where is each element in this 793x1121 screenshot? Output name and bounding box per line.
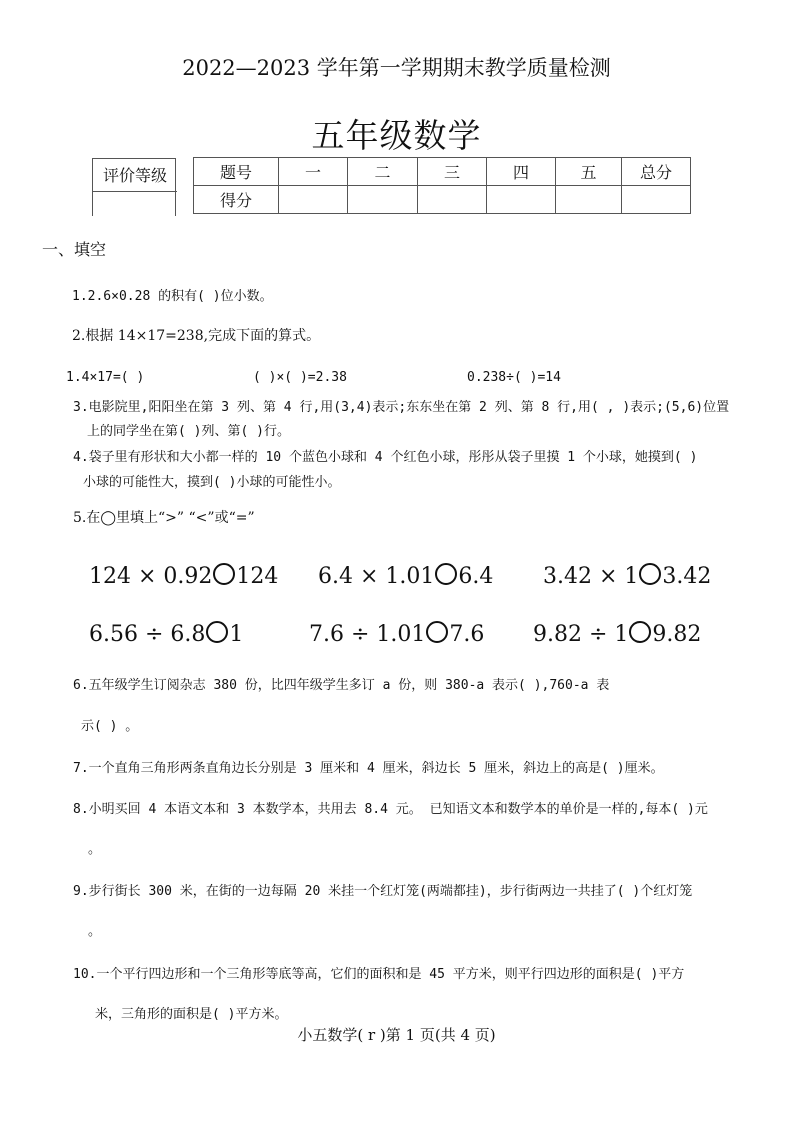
compare-left: 124 × 0.92 (89, 564, 213, 589)
exam-subtitle: 五年级数学 (311, 116, 482, 155)
score-table (193, 157, 691, 214)
score-header-cell: 四 (487, 158, 556, 186)
score-table-score-row (194, 186, 691, 214)
compare-left: 9.82 ÷ 1 (533, 622, 629, 647)
question-7: 7.一个直角三角形两条直角边长分别是 3 厘米和 4 厘米，斜边长 5 厘米，斜边上的高是( )厘米。 (73, 761, 664, 776)
score-header-cell: 一 (279, 158, 348, 186)
score-cell-1[interactable] (279, 186, 348, 214)
score-cell-5[interactable] (556, 186, 622, 214)
compare-circle[interactable] (639, 563, 661, 585)
question-2: 2.根据 14×17=238,完成下面的算式。 (72, 328, 321, 344)
compare-right: 6.4 (458, 564, 494, 589)
compare-right: 1 (229, 622, 244, 647)
score-cell-4[interactable] (487, 186, 556, 214)
question-4-line1: 4.袋子里有形状和大小都一样的 10 个蓝色小球和 4 个红色小球，彤彤从袋子里摸 1 个小球，她摸到( ) (73, 450, 698, 465)
question-3-line2: 上的同学坐在第( )列、第( )行。 (87, 424, 290, 439)
compare-circle[interactable] (206, 621, 228, 643)
question-6-line2: 示( ) 。 (81, 719, 139, 734)
compare-item-3 (543, 563, 711, 589)
score-cell-3[interactable] (418, 186, 487, 214)
score-row-label: 得分 (194, 186, 279, 214)
exam-title: 2022—2023 学年第一学期期末教学质量检测 (182, 56, 611, 80)
compare-left: 3.42 × 1 (543, 564, 639, 589)
question-4-line2: 小球的可能性大，摸到( )小球的可能性小。 (83, 475, 341, 490)
question-10-line1: 10.一个平行四边形和一个三角形等底等高，它们的面积和是 45 平方米，则平行四边形的面积是( )平方 (73, 967, 685, 982)
score-header-cell: 总分 (622, 158, 691, 186)
compare-right: 124 (236, 564, 279, 589)
evaluation-box (92, 158, 176, 216)
compare-right: 9.82 (652, 622, 702, 647)
compare-right: 7.6 (449, 622, 485, 647)
question-5: 5.在◯里填上“>” “<”或“=” (73, 510, 255, 526)
compare-item-6 (533, 621, 701, 647)
score-header-cell: 三 (418, 158, 487, 186)
question-6-line1: 6.五年级学生订阅杂志 380 份，比四年级学生多订 a 份，则 380-a 表示( ),760-a 表 (73, 678, 610, 693)
question-2c: 0.238÷( )=14 (467, 370, 561, 385)
compare-circle[interactable] (426, 621, 448, 643)
compare-left: 6.4 × 1.01 (318, 564, 435, 589)
compare-left: 6.56 ÷ 6.8 (89, 622, 206, 647)
score-header-cell: 五 (556, 158, 622, 186)
question-10-line2: 米，三角形的面积是( )平方米。 (95, 1007, 288, 1022)
compare-circle[interactable] (435, 563, 457, 585)
compare-right: 3.42 (662, 564, 712, 589)
question-3-line1: 3.电影院里,阳阳坐在第 3 列、第 4 行,用(3,4)表示;东东坐在第 2 列、第 8 行,用( , )表示;(5,6)位置 (73, 400, 730, 415)
page-footer: 小五数学( r )第 1 页(共 4 页) (297, 1026, 496, 1044)
question-9-line1: 9.步行街长 300 米，在街的一边每隔 20 米挂一个红灯笼(两端都挂)，步行街两边一共挂了( )个红灯笼 (73, 884, 693, 899)
score-cell-2[interactable] (348, 186, 418, 214)
score-cell-total[interactable] (622, 186, 691, 214)
score-header-cell: 题号 (194, 158, 279, 186)
question-8-line2: 。 (88, 842, 102, 857)
compare-item-5 (309, 621, 484, 647)
compare-circle[interactable] (629, 621, 651, 643)
score-table-header-row (194, 158, 691, 186)
question-1: 1.2.6×0.28 的积有( )位小数。 (72, 289, 273, 304)
section-fill-in-title: 一、填空 (42, 240, 107, 259)
question-2a: 1.4×17=( ) (66, 370, 145, 385)
question-9-line2: 。 (88, 924, 102, 939)
compare-left: 7.6 ÷ 1.01 (309, 622, 426, 647)
question-8-line1: 8.小明买回 4 本语文本和 3 本数学本，共用去 8.4 元。 已知语文本和数学本的单价是一样的,每本( )元 (73, 802, 708, 817)
question-2b: ( )×( )=2.38 (253, 370, 347, 385)
evaluation-label: 评价等级 (93, 163, 177, 192)
compare-item-2 (318, 563, 493, 589)
compare-item-4 (89, 621, 243, 647)
compare-item-1 (89, 563, 278, 589)
compare-circle[interactable] (213, 563, 235, 585)
score-header-cell: 二 (348, 158, 418, 186)
